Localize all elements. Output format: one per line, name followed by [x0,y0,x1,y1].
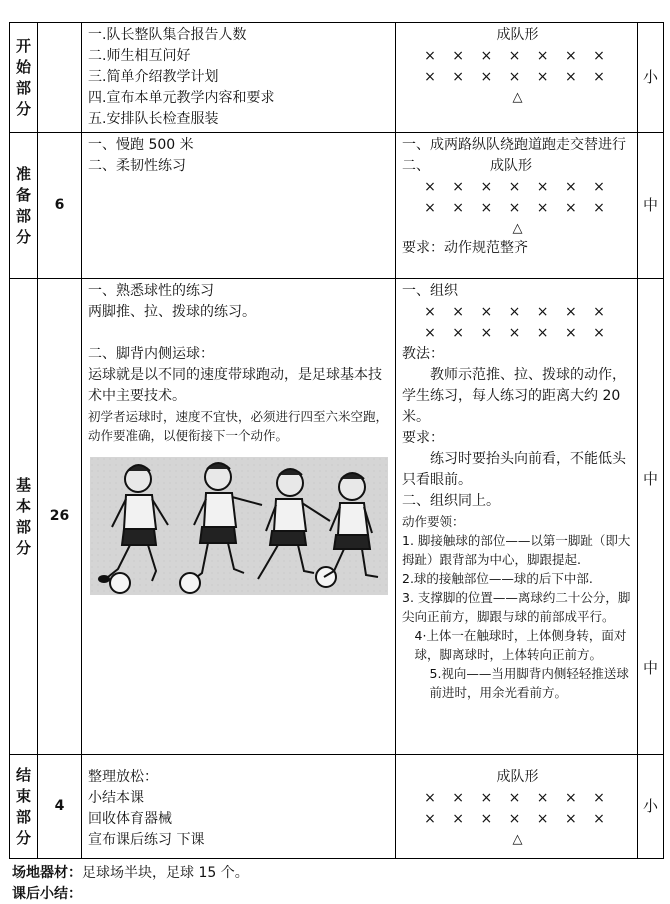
points-title: 动作要领： [402,514,465,529]
requirement-text: 练习时要抬头向前看，不能低头只看眼前。 [402,451,626,488]
summary-line [12,883,82,903]
content-paragraph: 初学者运球时，速度不宜快，必须进行四至六米空跑，动作要准确，以便衔接下一个动作。 [88,409,389,443]
content-line: 一、慢跑 500 米 [88,137,194,153]
point-item: 2.球的接触部位——球的后下中部. [402,571,593,586]
time-cell: 4 [38,755,82,859]
organization-title: 一、组织 [402,283,458,299]
requirement-title: 要求： [402,430,444,446]
formation-title: 成队形 [496,769,539,785]
row-start [10,23,664,133]
content-line: 一.队长整队集合报告人数 [88,27,247,43]
content-line: 一、熟悉球性的练习 [88,283,214,299]
section-char: 部 [15,517,31,536]
section-char: 分 [15,828,31,847]
section-basic [10,279,38,755]
section-char: 部 [15,78,31,97]
formation-row: × × × × × × × [424,304,611,320]
organization-cell [396,133,638,279]
formation-title: 成队形 [490,158,532,174]
content-line: 五.安排队长检查服装 [88,111,219,127]
content-line: 三.简单介绍教学计划 [88,69,219,85]
intensity-cell [638,279,664,755]
formation-row: × × × × × × × [424,811,611,827]
section-char: 部 [15,206,31,225]
content-cell [82,755,396,859]
formation-row: × × × × × × × [424,48,611,64]
content-cell [82,133,396,279]
organization-text: 二、组织同上。 [402,493,500,509]
section-char: 开 [15,36,31,55]
section-char: 始 [15,57,31,76]
requirement-text: 要求：动作规范整齐 [402,240,528,256]
content-line: 两脚推、拉、拨球的练习。 [88,304,256,320]
summary-label: 课后小结： [12,886,82,902]
method-text: 教师示范推、拉、拨球的动作，学生练习，每人练习的距离大约 20 米。 [402,367,626,425]
row-end [10,755,664,859]
organization-cell [396,279,638,755]
teacher-triangle-icon: △ [512,832,523,847]
point-item: 4·上体一在触球时，上体侧身转，面对球，脚离球时，上体转向正前方。 [414,628,627,662]
point-item: 5.视向——当用脚背内侧轻轻推送球前进时，用余光看前方。 [429,666,629,700]
section-start [10,23,38,133]
organization-cell [396,755,638,859]
section-char: 分 [15,538,31,557]
formation-row: × × × × × × × [424,179,611,195]
organization-prefix: 二、 [402,158,430,174]
section-char: 本 [15,496,31,515]
content-cell [82,279,396,755]
content-line: 四.宣布本单元教学内容和要求 [88,90,275,106]
equipment-value: 足球场半块，足球 15 个。 [82,865,249,881]
lesson-plan-table [9,22,664,859]
section-char: 部 [15,807,31,826]
intensity-value: 中 [642,659,658,677]
section-prepare [10,133,38,279]
teacher-triangle-icon: △ [512,221,523,236]
organization-text: 一、成两路纵队绕跑道跑走交替进行 [402,137,626,153]
content-paragraph: 运球就是以不同的速度带球跑动，是足球基本技术中主要技术。 [88,367,382,404]
formation-title: 成队形 [496,27,539,43]
formation-row: × × × × × × × [424,200,611,216]
content-line: 整理放松： [88,769,158,785]
content-line: 二.师生相互问好 [88,48,191,64]
section-char: 基 [15,475,31,494]
equipment-label: 场地器材： [12,865,82,881]
time-cell: 26 [38,279,82,755]
content-line: 二、柔韧性练习 [88,158,186,174]
point-item: 3. 支撑脚的位置——离球约二十公分，脚尖向正前方，脚跟与球的前部成平行。 [402,590,631,624]
teacher-triangle-icon: △ [512,90,523,105]
formation-row: × × × × × × × [424,790,611,806]
section-char: 分 [15,99,31,118]
time-cell: 6 [38,133,82,279]
row-prepare [10,133,664,279]
row-basic [10,279,664,755]
content-line: 小结本课 [88,790,144,806]
section-char: 备 [15,185,31,204]
section-char: 结 [15,765,31,784]
section-char: 准 [15,164,31,183]
content-cell [82,23,396,133]
content-line: 回收体育器械 [88,811,172,827]
section-end [10,755,38,859]
intensity-cell: 中 [638,133,664,279]
section-char: 分 [15,227,31,246]
intensity-value: 中 [642,470,658,488]
organization-cell [396,23,638,133]
intensity-cell: 小 [638,755,664,859]
point-item: 1. 脚接触球的部位——以第一脚趾（即大拇趾）跟背部为中心，脚跟提起. [402,533,631,567]
intensity-cell: 小 [638,23,664,133]
dribbling-illustration [90,457,388,595]
section-char: 束 [15,786,31,805]
formation-row: × × × × × × × [424,69,611,85]
equipment-line [12,862,249,882]
content-line: 宣布课后练习 下课 [88,832,205,848]
content-line: 二、脚背内侧运球： [88,346,214,362]
time-cell [38,23,82,133]
method-title: 教法： [402,346,444,362]
formation-row: × × × × × × × [424,325,611,341]
